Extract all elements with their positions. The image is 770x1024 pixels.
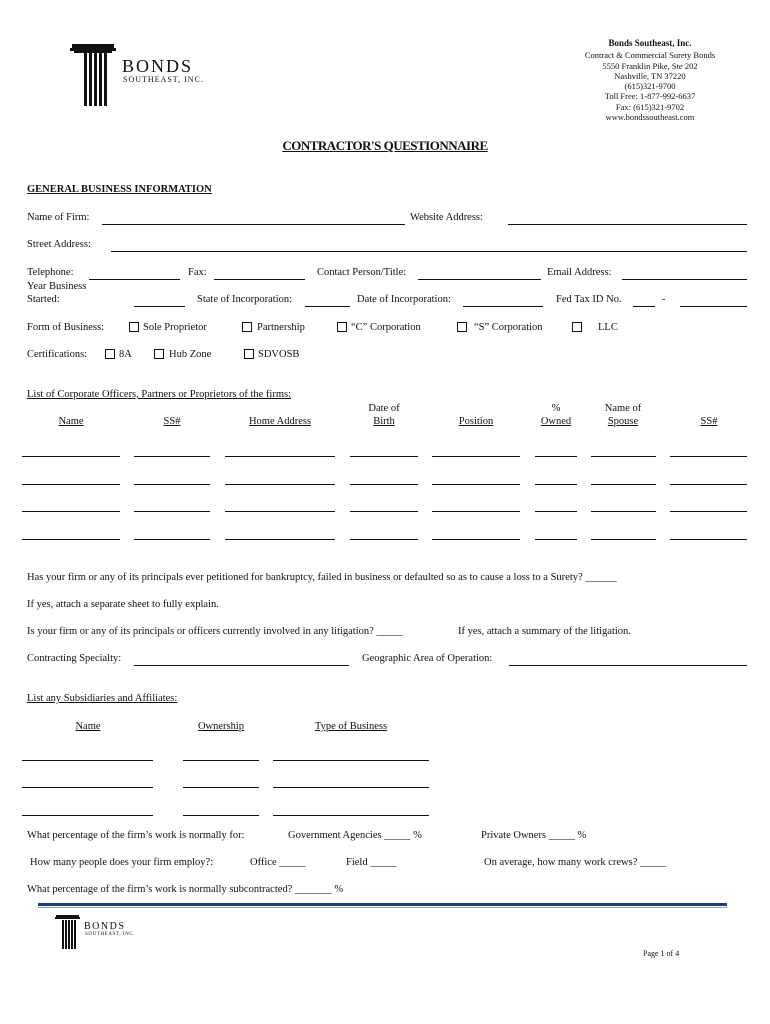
col-dob-line2: Birth (373, 416, 395, 427)
specialty-label: Contracting Specialty: (27, 653, 122, 664)
fax-label: Fax: (188, 267, 207, 278)
officer-row-4-field-1[interactable] (22, 539, 120, 540)
sdvosb-checkbox[interactable] (244, 349, 254, 359)
officer-row-1-field-7[interactable] (591, 456, 656, 457)
officer-row-3-field-3[interactable] (225, 511, 335, 512)
officer-row-3-field-7[interactable] (591, 511, 656, 512)
company-tagline: Contract & Commercial Surety Bonds (584, 50, 716, 61)
subsidiary-row-1-field-3[interactable] (273, 760, 429, 761)
sole-proprietor-label: Sole Proprietor (143, 322, 207, 333)
subcontracted-question: What percentage of the firm’s work is normally subcontracted? _______ % (27, 884, 344, 895)
if-yes-sheet: If yes, attach a separate sheet to fully explain. (27, 599, 219, 610)
officer-row-1-field-2[interactable] (134, 456, 210, 457)
officer-row-1-field-1[interactable] (22, 456, 120, 457)
street-address-label: Street Address: (27, 239, 91, 250)
officer-row-2-field-4[interactable] (350, 484, 418, 485)
employ-question: How many people does your firm employ?: (30, 857, 214, 868)
officer-row-1-field-6[interactable] (535, 456, 577, 457)
name-of-firm-label: Name of Firm: (27, 212, 90, 223)
subsidiary-row-3-field-1[interactable] (22, 815, 153, 816)
contact-label: Contact Person/Title: (317, 267, 407, 278)
page-title: CONTRACTOR'S QUESTIONNAIRE (282, 138, 488, 153)
litigation-question: Is your firm or any of its principals or officers currently involved in any litigation? _____ (27, 626, 403, 637)
company-logo (70, 42, 220, 108)
year-business-label: Year Business (27, 281, 87, 292)
company-name: Bonds Southeast, Inc. (608, 38, 692, 48)
subsidiary-row-2-field-2[interactable] (183, 787, 259, 788)
date-inc-field[interactable] (463, 306, 543, 307)
officer-row-4-field-2[interactable] (134, 539, 210, 540)
pct-work-question: What percentage of the firm’s work is normally for: (27, 830, 245, 841)
footer-logo (55, 914, 165, 950)
officer-row-3-field-6[interactable] (535, 511, 577, 512)
email-field[interactable] (622, 279, 747, 280)
col-pct-line1: % (551, 403, 561, 414)
fed-tax-field-1[interactable] (633, 306, 655, 307)
fed-tax-field-2[interactable] (680, 306, 747, 307)
started-label: Started: (27, 294, 60, 305)
officer-row-1-field-5[interactable] (432, 456, 520, 457)
officer-row-2-field-7[interactable] (591, 484, 656, 485)
officer-row-1-field-4[interactable] (350, 456, 418, 457)
8a-label: 8A (119, 349, 132, 360)
year-started-field[interactable] (134, 306, 185, 307)
logo-name: BONDS (122, 56, 194, 76)
fax-field[interactable] (214, 279, 305, 280)
officer-row-3-field-1[interactable] (22, 511, 120, 512)
general-heading: GENERAL BUSINESS INFORMATION (27, 184, 212, 195)
col-spouse-line2: Spouse (607, 416, 639, 427)
officer-row-1-field-3[interactable] (225, 456, 335, 457)
col-officer-ss: SS# (163, 416, 181, 427)
form-of-business-label: Form of Business: (27, 322, 105, 333)
name-of-firm-field[interactable] (102, 224, 405, 225)
officer-row-3-field-4[interactable] (350, 511, 418, 512)
officer-row-2-field-1[interactable] (22, 484, 120, 485)
date-inc-label: Date of Incorporation: (357, 294, 451, 305)
col-spouse-ss: SS# (700, 416, 718, 427)
company-address-block (560, 38, 740, 122)
subsidiaries-heading: List any Subsidiaries and Affiliates: (27, 693, 178, 704)
website-address-field[interactable] (508, 224, 747, 225)
col-dob-line1: Date of (368, 403, 400, 414)
certifications-label: Certifications: (27, 349, 88, 360)
c-corp-label: “C” Corporation (351, 322, 421, 333)
geographic-field[interactable] (509, 665, 747, 666)
subsidiary-row-1-field-1[interactable] (22, 760, 153, 761)
office-count: Office _____ (250, 857, 306, 868)
officer-row-3-field-2[interactable] (134, 511, 210, 512)
page-number: Page 1 of 4 (643, 949, 680, 958)
hub-zone-label: Hub Zone (169, 349, 212, 360)
sdvosb-label: SDVOSB (258, 349, 300, 360)
company-address-line1: 5550 Franklin Pike, Ste 202 (602, 60, 698, 71)
col-sub-name: Name (75, 721, 101, 732)
officer-row-4-field-7[interactable] (591, 539, 656, 540)
hub-zone-checkbox[interactable] (154, 349, 164, 359)
telephone-field[interactable] (89, 279, 180, 280)
subsidiary-row-3-field-3[interactable] (273, 815, 429, 816)
footer-rule (38, 903, 727, 906)
logo-subtitle: SOUTHEAST, INC. (123, 75, 204, 84)
footer-logo-subtitle: SOUTHEAST, INC. (85, 932, 136, 937)
sole-proprietor-checkbox[interactable] (129, 322, 139, 332)
fed-tax-dash: - (662, 294, 666, 305)
s-corp-checkbox[interactable] (457, 322, 467, 332)
email-label: Email Address: (547, 267, 612, 278)
bankruptcy-question: Has your firm or any of its principals ever petitioned for bankruptcy, failed in business or defaulted so as to cause a loss to a Surety? ______ (27, 572, 617, 583)
officer-row-1-field-8[interactable] (670, 456, 747, 457)
work-crews: On average, how many work crews? _____ (484, 857, 667, 868)
field-count: Field _____ (346, 857, 397, 868)
gov-agencies: Government Agencies _____ % (288, 830, 422, 841)
pillar-icon (70, 42, 118, 108)
officer-row-2-field-6[interactable] (535, 484, 577, 485)
officer-row-4-field-6[interactable] (535, 539, 577, 540)
specialty-field[interactable] (134, 665, 349, 666)
officers-heading: List of Corporate Officers, Partners or Proprietors of the firms: (27, 389, 291, 400)
col-home-address: Home Address (248, 416, 312, 427)
company-fax: Fax: (615)321-9702 (615, 101, 685, 112)
fed-tax-label: Fed Tax ID No. (556, 294, 622, 305)
partnership-checkbox[interactable] (242, 322, 252, 332)
officer-row-2-field-2[interactable] (134, 484, 210, 485)
col-officer-name: Name (58, 416, 84, 427)
state-inc-label: State of Incorporation: (197, 294, 293, 305)
c-corp-checkbox[interactable] (337, 322, 347, 332)
officer-row-4-field-3[interactable] (225, 539, 335, 540)
officer-row-3-field-8[interactable] (670, 511, 747, 512)
partnership-label: Partnership (257, 322, 305, 333)
col-position: Position (458, 416, 494, 427)
col-pct-line2: Owned (540, 416, 572, 427)
8a-checkbox[interactable] (105, 349, 115, 359)
footer-rule-thin (38, 907, 727, 908)
company-tollfree: Toll Free: 1-877-992-6637 (604, 91, 696, 102)
officer-row-2-field-5[interactable] (432, 484, 520, 485)
officer-row-4-field-5[interactable] (432, 539, 520, 540)
officer-row-2-field-3[interactable] (225, 484, 335, 485)
website-address-label: Website Address: (410, 212, 483, 223)
officer-row-2-field-8[interactable] (670, 484, 747, 485)
company-website: www.bondssoutheast.com (605, 112, 695, 123)
subsidiary-row-2-field-3[interactable] (273, 787, 429, 788)
pillar-icon (55, 914, 81, 950)
contact-field[interactable] (418, 279, 541, 280)
subsidiary-row-2-field-1[interactable] (22, 787, 153, 788)
litigation-attach: If yes, attach a summary of the litigation. (458, 626, 631, 637)
geographic-label: Geographic Area of Operation: (362, 653, 493, 664)
officer-row-3-field-5[interactable] (432, 511, 520, 512)
s-corp-label: “S” Corporation (474, 322, 543, 333)
street-address-field[interactable] (111, 251, 747, 252)
officer-row-4-field-4[interactable] (350, 539, 418, 540)
col-sub-type: Type of Business (314, 721, 388, 732)
col-sub-ownership: Ownership (197, 721, 245, 732)
state-inc-field[interactable] (305, 306, 350, 307)
company-phone: (615)321-9700 (624, 81, 676, 92)
officer-row-4-field-8[interactable] (670, 539, 747, 540)
llc-label: LLC (598, 322, 618, 333)
llc-checkbox[interactable] (572, 322, 582, 332)
col-spouse-line1: Name of (604, 403, 642, 414)
footer-logo-name: BONDS (84, 921, 126, 932)
subsidiary-row-1-field-2[interactable] (183, 760, 259, 761)
private-owners: Private Owners _____ % (481, 830, 587, 841)
telephone-label: Telephone: (27, 267, 74, 278)
subsidiary-row-3-field-2[interactable] (183, 815, 259, 816)
company-address-line2: Nashville, TN 37220 (614, 70, 686, 81)
